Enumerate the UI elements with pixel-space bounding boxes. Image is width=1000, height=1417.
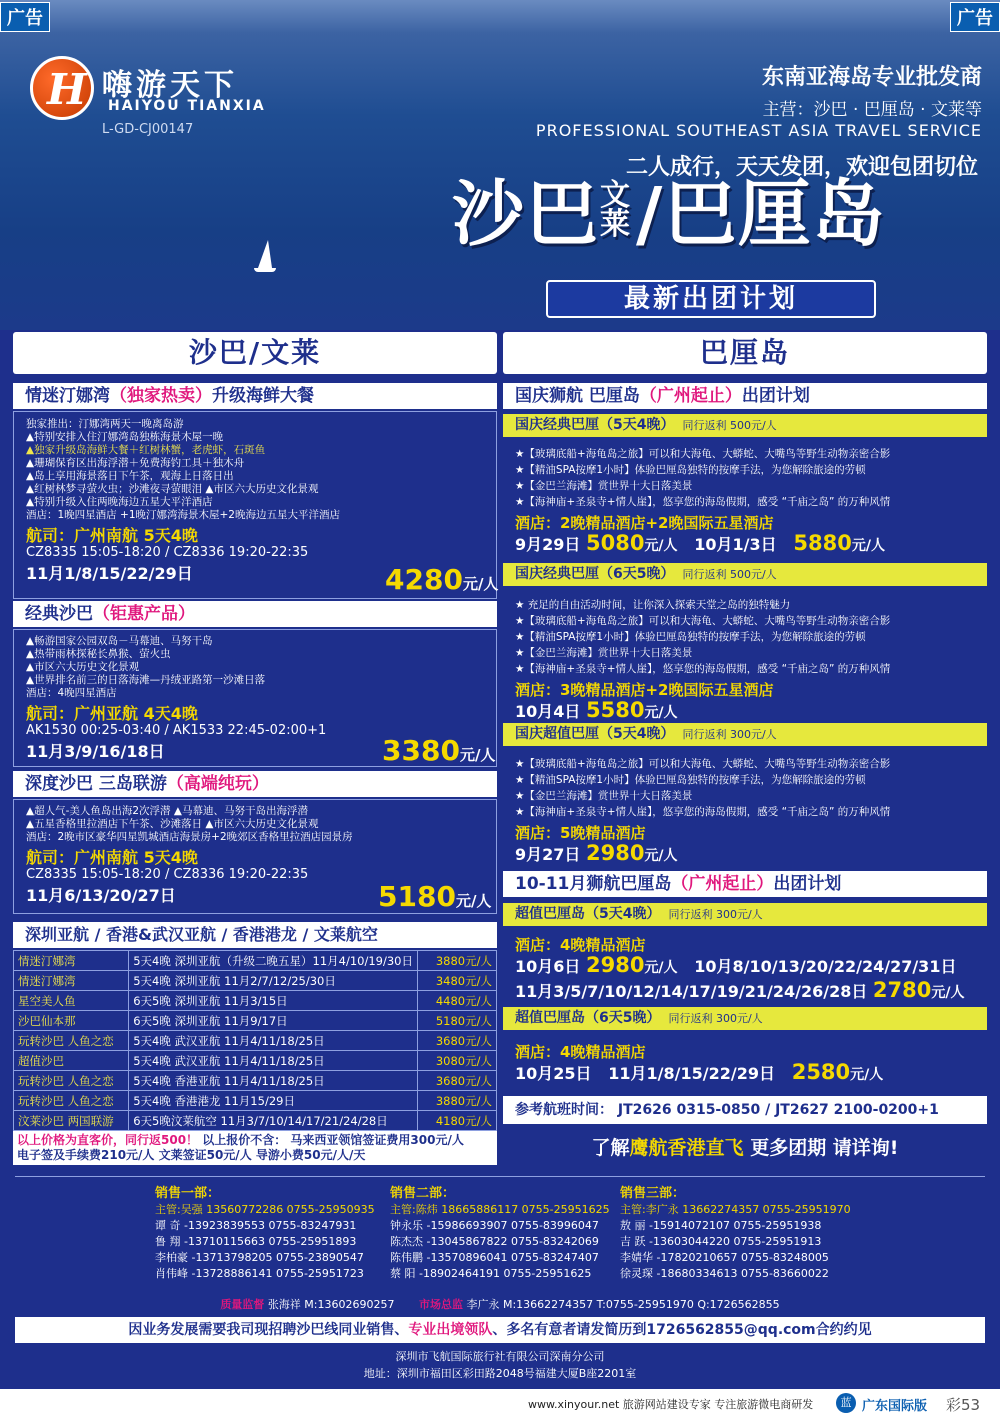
route-table: [13, 950, 497, 1131]
pkg1-line: ▲岛上享用海景落日下午茶，观海上日落日出: [26, 470, 234, 482]
route-detail-cell: 6天5晚 深圳亚航 11月3/15日: [129, 991, 418, 1011]
bali-p5-hotel: 酒店：4晚精品酒店: [515, 1043, 646, 1061]
pkg2-line: ▲世界排名前三的日落海滩—丹绒亚路第一沙滩日落: [26, 674, 266, 686]
route-price-cell: 4480元/人: [418, 991, 497, 1011]
sales-dept-1-title: 销售一部：: [155, 1186, 221, 1201]
recruitment-banner: 因业务发展需要我司现招聘沙巴线同业销售、专业出境领队、多名有意者请发简历到1726562855@qq.com合约约见: [15, 1317, 985, 1343]
pkg2-flight-times: AK1530 00:25-03:40 / AK1533 22:45-02:00+1: [26, 723, 327, 738]
tagline-slogan: 二人成行，天天发团，欢迎包团切位: [625, 155, 978, 180]
tagline-business: 主营：沙巴 · 巴厘岛 · 文莱等: [762, 100, 982, 120]
sales-contact[interactable]: 徐灵琛 -18680334613 0755-83660022: [620, 1267, 829, 1280]
left-column-title: 沙巴/文莱: [13, 332, 497, 374]
table-row: [14, 1031, 497, 1051]
bali-p1-body: [515, 446, 985, 557]
bali-p5-prices: 10月25日 11月1/8/15/22/29日 2580元/人: [515, 1060, 884, 1084]
pkg2-price: 3380元/人: [382, 734, 496, 767]
bali-p3-bar: 国庆超值巴厘（5天4晚） 同行返利 300元/人: [503, 723, 987, 746]
route-detail-cell: 6天5晚汶莱航空 11月3/7/10/14/17/21/24/28日: [129, 1111, 418, 1131]
sales-contact[interactable]: 钟永乐 -15986693907 0755-83996047: [390, 1219, 599, 1232]
route-detail-cell: 5天4晚 深圳亚航 11月2/7/12/25/30日: [129, 971, 418, 991]
sales-contact[interactable]: 鲁 翔 -13710115663 0755-25951893: [155, 1235, 357, 1248]
company-name: 深圳市飞航国际旅行社有限公司深南分公司: [395, 1350, 605, 1363]
bali-section2-title: 10-11月狮航巴厘岛（广州起止）出团计划: [503, 871, 987, 897]
table-row: [14, 1011, 497, 1031]
pkg3-flight: 航司：广州南航 5天4晚: [26, 848, 198, 867]
bali-p2-bar: 国庆经典巴厘（6天5晚） 同行返利 500元/人: [503, 563, 987, 586]
pkg3-flight-times: CZ8335 15:05-18:20 / CZ8336 19:20-22:35: [26, 867, 309, 882]
price-note-rebate: 以上价格为直客价，同行返500！: [17, 1133, 199, 1147]
ad-tag-left: 广告: [0, 2, 50, 32]
bali-p5-body: [515, 1043, 985, 1086]
bali-p3-line: ★【海神庙+圣泉寺+情人崖】，悠享您的海岛假期，感受 “千庙之岛” 的万种风情: [515, 806, 891, 818]
route-price-cell: 3080元/人: [418, 1051, 497, 1071]
pkg2-line: ▲热带雨林探秘长鼻猴、萤火虫: [26, 648, 171, 660]
pkg1-line: ▲特别升级入住两晚海边五星大平洋酒店: [26, 496, 213, 508]
route-price-cell: 5180元/人: [418, 1011, 497, 1031]
pkg1-price: 4280元/人: [385, 563, 499, 596]
bali-p2-line: ★【海神庙+圣泉寺+情人崖】，悠享您的海岛假期，感受 “千庙之岛” 的万种风情: [515, 663, 891, 675]
pkg2-hotel: 酒店：4晚四星酒店: [26, 687, 117, 699]
pkg2-flight: 航司：广州亚航 4天4晚: [26, 704, 198, 723]
pkg1-line: ▲特别安排入住汀娜湾岛独栋海景木屋一晚: [26, 431, 224, 443]
bali-p2-line: ★【玻璃底船+海龟岛之旅】可以和大海龟、大蟒蛇、大嘴鸟等野生动物亲密合影: [515, 615, 891, 627]
bali-p1-line: ★【玻璃底船+海龟岛之旅】可以和大海龟、大蟒蛇、大嘴鸟等野生动物亲密合影: [515, 448, 891, 460]
bali-p1-hotel: 酒店：2晚精品酒店+2晚国际五星酒店: [515, 514, 774, 532]
bali-p3-line: ★【精油SPA按摩1小时】体验巴厘岛独特的按摩手法，为您解除旅途的劳顿: [515, 774, 866, 786]
route-price-cell: 3880元/人: [418, 1091, 497, 1111]
route-name-cell: 沙巴仙本那: [14, 1011, 129, 1031]
bali-p1-line: ★【精油SPA按摩1小时】体验巴厘岛独特的按摩手法，为您解除旅途的劳顿: [515, 464, 866, 476]
route-detail-cell: 5天4晚 香港亚航 11月4/11/18/25日: [129, 1071, 418, 1091]
bali-p1-line: ★【海神庙+圣泉寺+情人崖】，悠享您的海岛假期，感受 “千庙之岛” 的万种风情: [515, 496, 891, 508]
pkg1-flight: 航司：广州南航 5天4晚: [26, 526, 198, 545]
route-name-cell: 星空美人鱼: [14, 991, 129, 1011]
edition-label: 广东国际版: [862, 1399, 928, 1414]
table-row: [14, 1071, 497, 1091]
pkg1-line: 独家推出：汀娜湾两天一晚离岛游: [26, 418, 184, 430]
route-name-cell: 情迷汀娜湾: [14, 951, 129, 971]
route-price-cell: 4180元/人: [418, 1111, 497, 1131]
pkg1-flight-times: CZ8335 15:05-18:20 / CZ8336 19:20-22:35: [26, 545, 309, 560]
main-title: 沙巴文 莱/巴厘岛: [452, 172, 887, 256]
sales-dept-2-manager[interactable]: 主管:陈炜 18665886117 0755-25951625: [390, 1203, 610, 1216]
supervisors: 质量监督 张海祥 M:13602690257 市场总监 李广永 M:13662274357 T:0755-25951970 Q:1726562855: [220, 1298, 780, 1311]
pkg1-dates: 11月1/8/15/22/29日: [26, 564, 193, 583]
route-price-cell: 3880元/人: [418, 951, 497, 971]
bali-p4-body: [515, 936, 985, 1004]
pkg2-line: ▲市区六大历史文化景观: [26, 661, 140, 673]
route-table-title: 深圳亚航 / 香港&武汉亚航 / 香港港龙 / 文莱航空: [13, 922, 497, 948]
route-name-cell: 超值沙巴: [14, 1051, 129, 1071]
pkg3-price: 5180元/人: [378, 880, 492, 913]
logo-en: HAIYOU TIANXIA: [108, 98, 266, 114]
site-credit[interactable]: www.xinyour.net 旅游网站建设专家 专注旅游微电商研发: [528, 1398, 814, 1411]
sales-dept-1: [155, 1186, 375, 1282]
pkg1-line: ▲独家升级岛海鲜大餐＋红树林蟹，老虎虾，石斑鱼: [26, 444, 266, 456]
tagline-main: 东南亚海岛专业批发商: [761, 65, 982, 90]
logo-mark-icon: H: [30, 56, 94, 120]
pkg3-dates: 11月6/13/20/27日: [26, 886, 176, 905]
page-footer-strip: [0, 1389, 1000, 1417]
logo-cn: 嗨游天下: [102, 68, 238, 103]
sales-dept-2-title: 销售二部：: [390, 1186, 456, 1201]
route-price-cell: 3680元/人: [418, 1031, 497, 1051]
sailboat-icon: [258, 240, 272, 268]
table-row: [14, 951, 497, 971]
bali-flight-reference: 参考航班时间： JT2626 0315-0850 / JT2627 2100-0200+1: [503, 1096, 987, 1124]
bali-p2-body: [515, 597, 985, 724]
pkg2-line: ▲畅游国家公园双岛－马幕迪、马努干岛: [26, 635, 213, 647]
pkg2-title: 经典沙巴（钜惠产品）: [13, 601, 497, 627]
sales-contact[interactable]: 肖伟峰 -13728886141 0755-25951723: [155, 1267, 364, 1280]
bali-p3-line: ★【玻璃底船+海龟岛之旅】可以和大海龟、大蟒蛇、大嘴鸟等野生动物亲密合影: [515, 758, 891, 770]
tagline-english: PROFESSIONAL SOUTHEAST ASIA TRAVEL SERVICE: [535, 121, 982, 140]
right-column-title: 巴厘岛: [503, 332, 987, 374]
bali-p3-hotel: 酒店：5晚精品酒店: [515, 824, 646, 842]
bali-p1-bar: 国庆经典巴厘（5天4晚） 同行返利 500元/人: [503, 414, 987, 437]
sales-dept-3-manager[interactable]: 主管:李广永 13662274357 0755-25951970: [620, 1203, 851, 1216]
sales-contact[interactable]: 陈杰杰 -13045867822 0755-83242069: [390, 1235, 599, 1248]
sales-contact[interactable]: 蔡 阳 -18902464191 0755-25951625: [390, 1267, 592, 1280]
sales-contact[interactable]: 李婧华 -17820210657 0755-83248005: [620, 1251, 829, 1264]
ad-tag-right: 广告: [950, 2, 1000, 32]
sales-dept-1-manager[interactable]: 主管:吴强 13560772286 0755-25950935: [155, 1203, 375, 1216]
table-row: [14, 1111, 497, 1131]
bali-p1-prices: 9月29日 5080元/人 10月1/3日 5880元/人: [515, 531, 885, 555]
bali-p5-bar: 超值巴厘岛（6天5晚） 同行返利 300元/人: [503, 1007, 987, 1030]
pkg3-title: 深度沙巴 三岛联游（高端纯玩）: [13, 771, 497, 797]
sales-dept-3: [620, 1186, 851, 1282]
page-number: 彩53: [946, 1396, 981, 1414]
bali-p2-hotel: 酒店：3晚精品酒店+2晚国际五星酒店: [515, 681, 774, 699]
bali-p3-line: ★【金巴兰海滩】赏世界十大日落美景: [515, 790, 693, 802]
table-row: [14, 971, 497, 991]
pkg3-line: ▲五星香格里拉酒店下午茶、沙滩落日 ▲市区六大历史文化景观: [26, 818, 319, 830]
bali-p2-line: ★ 充足的自由活动时间，让你深入探索天堂之岛的独特魅力: [515, 599, 791, 611]
sales-dept-2: [390, 1186, 610, 1282]
divider: [15, 1176, 985, 1177]
bali-section1-title: 国庆狮航 巴厘岛（广州起止）出团计划: [503, 383, 987, 409]
bali-cta[interactable]: 了解鹰航香港直飞 更多团期 请详询!: [591, 1137, 899, 1159]
sales-dept-3-title: 销售三部：: [620, 1186, 686, 1201]
sailboat-hull: [254, 268, 276, 272]
main-subtitle: 最新出团计划: [546, 280, 876, 318]
pkg1-line: ▲珊瑚保育区出海浮潜＋免费海钓工具＋独木舟: [26, 457, 245, 469]
route-name-cell: 玩转沙巴 人鱼之恋: [14, 1031, 129, 1051]
route-detail-cell: 5天4晚 武汉亚航 11月4/11/18/25日: [129, 1051, 418, 1071]
edition-badge-icon: 蓝: [836, 1393, 856, 1413]
price-note-fees: 电子签及手续费210元/人 文莱签证50元/人 导游小费50元/人/天: [17, 1148, 366, 1162]
sales-contact[interactable]: 敖 丽 -15914072107 0755-25951938: [620, 1219, 822, 1232]
sales-contact[interactable]: 谭 奇 -13923839553 0755-83247931: [155, 1219, 357, 1232]
route-name-cell: 情迷汀娜湾: [14, 971, 129, 991]
sales-contact[interactable]: 陈伟鹏 -13570896041 0755-83247407: [390, 1251, 599, 1264]
price-note-exclusions: 以上报价不含： 马来西亚领馆签证费用300元/人: [202, 1133, 464, 1147]
route-detail-cell: 5天4晚 香港港龙 11月15/29日: [129, 1091, 418, 1111]
pkg1-hotel: 酒店：1晚四星酒店 +1晚汀娜湾海景木屋+2晚海边五星大平洋酒店: [26, 509, 340, 521]
route-price-cell: 3680元/人: [418, 1071, 497, 1091]
price-notes: [13, 1131, 497, 1165]
sales-contact[interactable]: 吉 跃 -13603044220 0755-25951913: [620, 1235, 822, 1248]
route-detail-cell: 6天5晚 深圳亚航 11月9/17日: [129, 1011, 418, 1031]
bali-p4-price-line1: 10月6日 2980元/人 10月8/10/13/20/22/24/27/31日: [515, 953, 957, 977]
table-row: [14, 991, 497, 1011]
pkg1-title: 情迷汀娜湾（独家热卖）升级海鲜大餐: [13, 383, 497, 409]
bali-p2-prices: 10月4日 5580元/人: [515, 698, 678, 722]
bali-p4-hotel: 酒店：4晚精品酒店: [515, 936, 646, 954]
pkg1-line: ▲红树林梦寻萤火虫；沙滩夜寻萤眼泪 ▲市区六大历史文化景观: [26, 483, 319, 495]
bali-p3-body: [515, 756, 985, 867]
route-detail-cell: 5天4晚 武汉亚航 11月4/11/18/25日: [129, 1031, 418, 1051]
license-number: L-GD-CJ00147: [102, 122, 194, 137]
bali-p2-line: ★【精油SPA按摩1小时】体验巴厘岛独特的按摩手法，为您解除旅途的劳顿: [515, 631, 866, 643]
bali-p2-line: ★【金巴兰海滩】赏世界十大日落美景: [515, 647, 693, 659]
bali-p4-price-line2: 11月3/5/7/10/12/14/17/19/21/24/26/28日 2780元/人: [515, 978, 965, 1002]
route-detail-cell: 5天4晚 深圳亚航（升级二晚五星）11月4/10/19/30日: [129, 951, 418, 971]
sales-contact[interactable]: 李柏豪 -13713798205 0755-23890547: [155, 1251, 364, 1264]
pkg3-hotel: 酒店：2晚市区豪华四星凯城酒店海景房+2晚郊区香格里拉酒店园景房: [26, 831, 353, 843]
route-name-cell: 汶莱沙巴 两国联游: [14, 1111, 129, 1131]
bali-p4-bar: 超值巴厘岛（5天4晚） 同行返利 300元/人: [503, 903, 987, 926]
pkg2-dates: 11月3/9/16/18日: [26, 742, 165, 761]
route-name-cell: 玩转沙巴 人鱼之恋: [14, 1071, 129, 1091]
bali-p1-line: ★【金巴兰海滩】赏世界十大日落美景: [515, 480, 693, 492]
pkg3-line: ▲超人气-美人鱼岛出海2次浮潜 ▲马幕迪、马努干岛出海浮潜: [26, 805, 308, 817]
table-row: [14, 1091, 497, 1111]
route-name-cell: 玩转沙巴 人鱼之恋: [14, 1091, 129, 1111]
route-price-cell: 3480元/人: [418, 971, 497, 991]
company-address: 地址：深圳市福田区彩田路2048号福建大厦B座2201室: [363, 1367, 637, 1380]
table-row: [14, 1051, 497, 1071]
bali-p3-prices: 9月27日 2980元/人: [515, 841, 678, 865]
